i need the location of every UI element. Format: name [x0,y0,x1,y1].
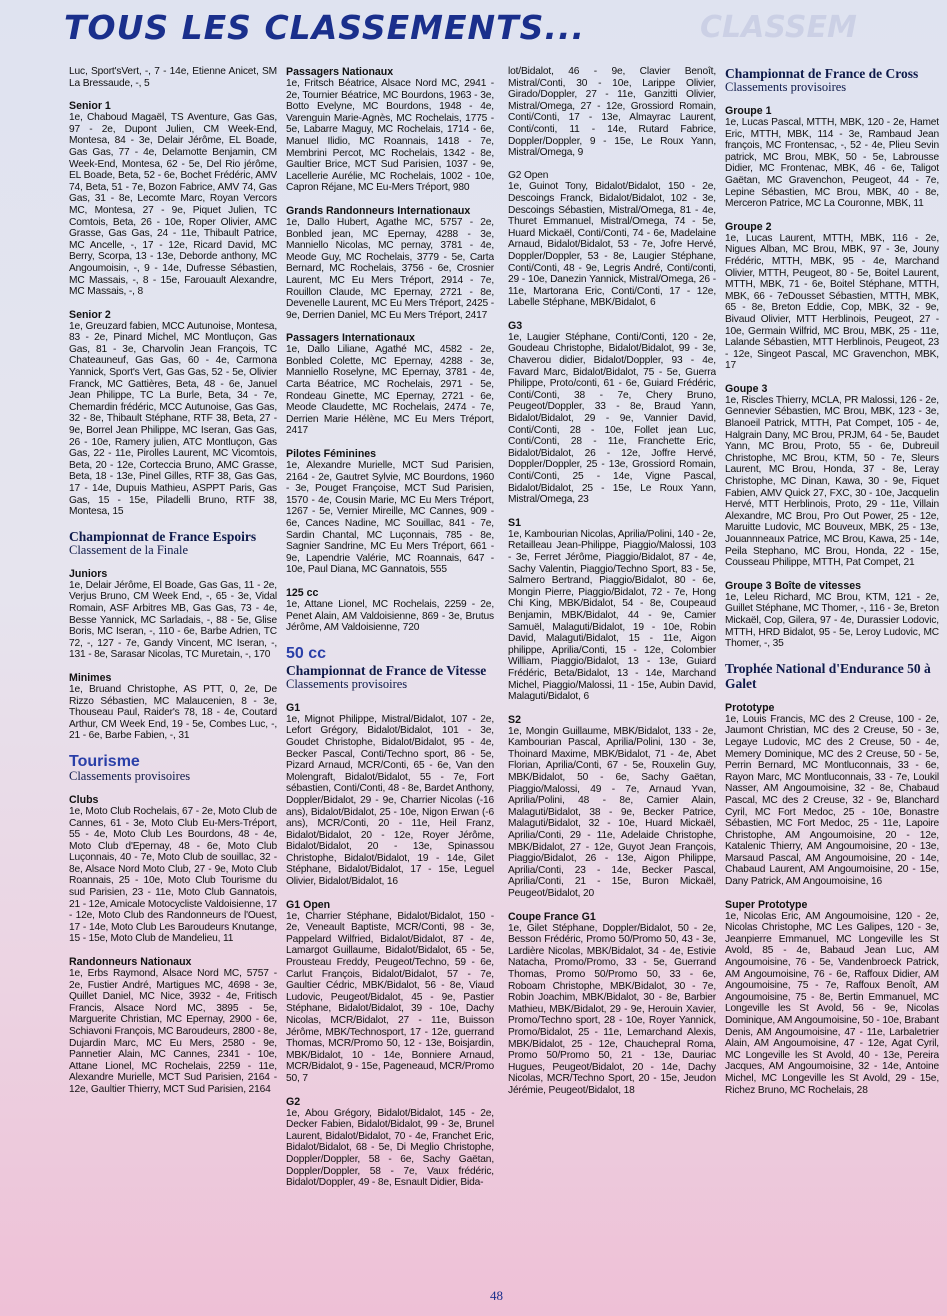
minimes-section [69,672,277,742]
grands-rando-section [286,205,494,321]
g3-section [508,320,716,506]
pass-int-heading: Passagers Internationaux [286,332,415,345]
g3-results: 1e, Laugier Stéphane, Conti/Conti, 120 - 2e, Goudeau Christophe, Bidalot/Bidalot, 99 - 3e, Chaverou didier, Bidalot/Doppler, 93 - 4e, Favard Marc, Bidalot/Bidalot, 75 - 5e, Guerra Philippe, Proto/conti, 61 - 6e, Guiard Frédéric, Conti/Conti, 38 - 7e, Chery Bruno, Peugeot/Doppler, 33 - 8e, Braud Yann, Bidalot/Bidalot, 29 - 9e, Vannier David, Conti/Conti, 28 - 10e, Follet jean Luc, Conti/Conti, 28 - 11e, Franchette Eric, Bidalot/Bidalot, 26 - 12e, Joffre Hervé, Doppler/Doppler, 25 - 13e, Grossiord Romain, Conti/Conti, 25 - 14e, Vigne Pascal, Bidalot/Bidalot, 25 - 15e, Le Roux Yann, Mistral/Omega, 23 [508,331,716,506]
cc50-label: 50 cc [286,644,327,662]
senior2-results: 1e, Greuzard fabien, MCC Autunoise, Montesa, 83 - 2e, Pinard Michel, MC Montluçon, Gas Gas, 81 - 3e, Charvolin Jean François, TC Chateauneuf, Gas Gas, 60 - 4e, Carmona Yannick, Sport's Vert, Gas Gas, 52 - 5e, Olivier Franck, MC Gattières, Beta, 48 - 6e, Januel Jean Philippe, TC La Burle, Beta, 34 - 7e, Chemardin frédéric, MCC Autunoise, Gas Gas, 32 - 8e, Thibault Stéphane, RTF 38, Beta, 27 - 9e, Borrel Jean Philippe, MC Iseran, Gas Gas, 26 - 10e, Ramery julien, ATC Montluçon, Gas Gas, 22 - 11e, Pirolles Laurent, MC Vicomtois, Beta, 20 - 12e, Corteccia Bruno, AMC Grasse, Beta, 18 - 13e, Pinel Gilles, RTF 38, Gas Gas, 17 - 14e, Dupuis Mathieu, ASPPT Paris, Gas Gas, 15 - 15e, Piladelli Bruno, RTF 38, Montesa, 15 [69,320,277,518]
vitesse-heading: Championnat de France de Vitesse [286,662,487,678]
g2-continued [508,66,716,159]
cc50-section [286,645,494,691]
minimes-results: 1e, Bruand Christophe, AS PTT, 0, 2e, De Rizzo Sébastien, MC Malaucenien, 8 - 3e, Thouseau Paul, Raider's 78, 18 - 4e, Coutard Arthur, CM Week End, 19 - 5e, Combes Luc, -, 21 - 6e, Barbe Fabien, -, 31 [69,683,277,742]
column-1 [69,66,277,1286]
page-number: 48 [490,1288,503,1303]
senior1-section [69,100,277,298]
column-4 [725,66,939,1286]
s2-results: 1e, Mongin Guillaume, MBK/Bidalot, 133 - 2e, Kambourian Pascal, Aprilia/Polini, 130 - 3e, Thoinard Maxime, MBK/Bidalot, 71 - 4e, Abet Florian, Aprilia/Conti, 67 - 5e, Rouxelin Guy, MBK/Bidalot, 50 - 6e, Sachy Gaëtan, Piaggio/Malossi, 49 - 7e, Arnaud Yvan, Aprilia/Polini, 48 - 8e, Camier Alain, Malaguti/Bidalot, 38 - 9e, Becker Patrice, Malaguti/Bidalot, 32 - 10e, Huard Mickaël, Aprilia/Conti, 29 - 11e, Adelaide Christophe, MBK/Bidalot, 27 - 12e, Guyot Jean François, Piaggio/Bidalot, 26 - 13e, Aigon Philippe, Aprilia/Conti, 23 - 14e, Becker Pascal, Aprilia/Conti, 21 - 15e, Buron Mickaël, Peugeot/Bidalot, 20 [508,725,716,899]
pass-int-section [286,332,494,437]
groupe2-section [725,221,939,372]
groupe3bv-results: 1e, Leleu Richard, MC Brou, KTM, 121 - 2e, Guillet Stéphane, MC Thomer, -, 116 - 3e, Breton Mickaël, Cop, Gilera, 97 - 4e, Durassier Lodovic, MTTH, HRD Bidalot, 95 - 5e, Leroy Ludovic, MC Thomer, -, 35 [725,591,939,650]
groupe3bv-heading: Groupe 3 Boîte de vitesses [725,579,862,592]
pass-nat-results: 1e, Fritsch Béatrice, Alsace Nord MC, 2941 - 2e, Tournier Béatrice, MC Bourdons, 1963 - 3e, Botto Evelyne, MC Bourdons, 1948 - 4e, Varenguin Marie-Agnès, MC Rochelais, 1775 - 5e, Labarre Maguy, MC Rochelais, 1714 - 6e, Manuel Ilidio, MC Roannais, 1418 - 7e, Membrini Percot, MC Rochelais, 1342 - 8e, Gaultier Brice, MCT Sud Parisien, 1037 - 9e, Lacellerie Aurélie, MC Rochelais, 1002 - 10e, Capron Réjane, MC Eu-Mers Tréport, 980 [286,78,494,194]
page-title: TOUS LES CLASSEMENTS... [64,8,586,47]
pilotes-fem-results: 1e, Alexandre Murielle, MCT Sud Parisien, 2164 - 2e, Gautret Sylvie, MC Bourdons, 1960 - 3e, Pouget Françoise, MCT Sud Parisien, 1570 - 4e, Cousin Marie, MC Eu Mers Tréport, 1267 - 5e, Vernier Mireille, MC Cannes, 909 - 6e, Cances Nadine, MC Souillac, 841 - 7e, Sardin Chantal, MC Luçonnais, 785 - 8e, Sagnier Sandrine, MC Eu Mers Tréport, 661 - 9e, Lapendrie Valérie, MC Roannais, 647 - 10e, Paul Diana, MC Gannatois, 555 [286,460,494,576]
s1-heading: S1 [508,516,521,529]
g1open-heading: G1 Open [286,898,331,911]
tourisme-section [69,753,277,783]
g2-section [286,1096,494,1189]
g1-section [286,702,494,888]
clubs-heading: Clubs [69,793,99,806]
super-proto-section [725,899,939,1097]
cross-heading: Championnat de France de Cross [725,66,919,81]
minimes-heading: Minimes [69,671,112,684]
groupe2-results: 1e, Lucas Laurent, MTTH, MBK, 116 - 2e, Nigues Alban, MC Brou, MBK, 97 - 3e, Jouny Frédéric, MTTH, MBK, 95 - 4e, Marchand Olivier, MTTH, Peugeot, 80 - 5e, Boitel Laurent, MTTH, MBK, 71 - 6e, Boitel Stéphane, MTTH, MBK, 66 - 7eDousset Sébastien, MTTH, MBK, 65 - 8e, Breton Eddie, Cop, MBK, 32 - 9e, Bivaud Olivier, MTT Herblinois, Peugeot, 27 - 10e, Germain Wilfrid, MC Brou, MBK, 25 - 11e, Lalande Sébastien, MTT Herblinois, Peugeot, 23 - 12e, Singeot Pascal, MC Gravenchon, MBK, 17 [725,232,939,372]
cross-section [725,66,939,94]
groupe3-section [725,383,939,569]
g2-results: 1e, Abou Grégory, Bidalot/Bidalot, 145 - 2e, Decker Fabien, Bidalot/Bidalot, 99 - 3e, Brunel Laurent, Bidalot/Bidalot, 70 - 4e, Franchet Eric, Bidalot/Bidalot, 68 - 5e, Di Meglio Christophe, Doppler/Doppler, 58 - 6e, Sachy Gaëtan, Doppler/Doppler, 58 - 7e, Vaux frédéric, Bidalot/Doppler, 49 - 8e, Esnault Didier, Bida- [286,1107,494,1189]
prototype-section [725,702,939,888]
vitesse-subheading: Classements provisoires [286,676,408,691]
g1open-results: 1e, Charrier Stéphane, Bidalot/Bidalot, 150 - 2e, Veneault Baptiste, MCR/Conti, 98 - 3e, Pappelard Wilfried, Bidalot/Bidalot, 87 - 4e, Lamargot Guillaume, Bidalot/Bidalot, 65 - 5e, Prousteau Freddy, Peugeot/Techno, 59 - 6e, Carlut François, Bidalot/Bidalot, 57 - 7e, Gaultier Cédric, MBK/Bidalot, 56 - 8e, Viaud Ludovic, Peugeot/Bidalot, 45 - 9e, Pastier Stéphane, Bidalot/Bidalot, 39 - 10e, Dachy Nicolas, MCR/Bidalot, 27 - 11e, Buisson Jérôme, MBK/Technosport, 17 - 12e, guerrand Thomas, MCR/Promo 50, 12 - 13e, Boisjardin, MBK/Bidalot, 10 - 14e, Bonniere Arnaud, MCR/Bidalot, 9 - 15e, Pageneaud, MCR/Promo 50, 7 [286,910,494,1084]
cc125-results: 1e, Attane Lionel, MC Rochelais, 2259 - 2e, Penet Alain, AM Valdoisienne, 869 - 3e, Brutus Jérôme, AM Valdoisienne, 720 [286,598,494,634]
groupe2-heading: Groupe 2 [725,220,772,233]
espoirs-heading: Championnat de France Espoirs [69,528,257,544]
trophee-heading: Trophée National d'Endurance 50 à Galet [725,660,931,691]
grands-rando-results: 1e, Dallo Hubert, Agathe MC, 5757 - 2e, Bonbled jean, MC Epernay, 4288 - 3e, Manniello Nicolas, MC pernay, 3781 - 4e, Meode Guy, MC Rochelais, 3779 - 5e, Carta Bernard, MC Rochelais, 3756 - 6e, Crosnier Laurent, MC Eu Mers Tréport, 2914 - 7e, Rouillon Claude, MC Epernay, 2721 - 8e, Devenelle Laurent, MC Eu Mers Tréport, 2425 - 9e, Derrien Daniel, MC Eu Mers Tréport, 2417 [286,216,494,321]
grands-rando-heading: Grands Randonneurs Internationaux [286,204,471,217]
title-ghost: CLASSEM [700,10,857,45]
tourisme-heading: Tourisme [69,752,140,770]
groupe3-results: 1e, Riscles Thierry, MCLA, PR Malossi, 126 - 2e, Gennevier Sébastien, MC Brou, MBK, 123 - 3e, Blanoeil Patrick, MTTH, Pat Compet, 105 - 4e, Halgrain Dany, MC Brou, PRJM, 64 - 5e, Baudet Yann, MC Brou, Proto, 55 - 6e, Dubreuil Christophe, MC Brou, KTM, 50 - 7e, Sleurs Laurent, MC Brou, Honda, 37 - 8e, Leray Christophe, MC Dinan, Kawa, 30 - 9e, Fiquet Fabien, AMV Quick 27, FXC, 30 - 10e, Jacquelin Hervé, MTT Herblinois, Proto, 29 - 11e, Villain Alexandre, MC Brou, Pro Out Power, 25 - 12e, Maruitte Ludovic, MC Bouveux, MBK, 25 - 13e, Jouannneaux Patrice, MC Brou, Kawa, 25 - 14e, Peila Stephano, MC Brou, Honda, 22 - 15e, Cousseau Philippe, MTTH, Pat Compet, 21 [725,394,939,569]
g2-heading: G2 [286,1095,301,1108]
rando-nat-heading: Randonneurs Nationaux [69,956,192,969]
s1-section [508,517,716,703]
trophee-section [725,661,939,691]
intro-text: Luc, Sport'sVert, -, 7 - 14e, Etienne Anicet, SM La Bressaude, -, 5 [69,66,277,89]
g2open-section [508,170,716,309]
clubs-results: 1e, Moto Club Rochelais, 67 - 2e, Moto Club de Cannes, 61 - 3e, Moto Club Eu-Mers-Tréport, 55 - 4e, Moto Club Les Bourdons, 48 - 4e, Moto Club d'Epernay, 48 - 6e, Moto Club Luçonnais, 40 - 7e, Moto Club de souillac, 32 - 8e, Alsace Nord Moto Club, 27 - 9e, Moto Club Roannais, 25 - 10e, Moto Club Tourisme du sud Parisien, 23 - 11e, Moto Club Gannatois, 21 - 12e, Amicale Motocycliste Valdoisienne, 17 - 12e, Moto Club des Randonneurs de l'Ouest, 17 - 14e, Moto Club Les Baroudeurs Knutange, 15 - 15e, Moto Club de Mandelieu, 11 [69,805,277,945]
clubs-section [69,794,277,945]
groupe3-heading: Goupe 3 [725,382,768,395]
groupe1-heading: Groupe 1 [725,105,772,117]
column-2 [286,66,494,1286]
groupe3bv-section [725,580,939,650]
column-3 [508,66,716,1286]
espoirs-subheading: Classement de la Finale [69,542,189,557]
rando-nat-results: 1e, Erbs Raymond, Alsace Nord MC, 5757 - 2e, Fustier André, Martigues MC, 4698 - 3e, Quillet Daniel, MC Nice, 3932 - 4e, Fritisch Francis, Alsace Nord MC, 3895 - 5e, Marguerite Christian, MC Epernay, 2900 - 6e, Schiavoni François, MC Baroudeurs, 2800 - 8e, Dujardin Marc, MC Eu Mers, 2580 - 9e, Pannetier Alain, MC Cannes, 2341 - 10e, Attane Lionel, MC Rochelais, 2259 - 11e, Alexandre Murielle, MCT Sud Parisien, 2164 - 12e, Gaultier Thierry, MCT Sud Parisien, 2164 [69,968,277,1095]
pass-int-results: 1e, Dallo Liliane, Agathé MC, 4582 - 2e, Bonbled Colette, MC Epernay, 4288 - 3e, Manniello Roselyne, MC Epernay, 3781 - 4e, Carta Béatrice, MC Rochelais, 2971 - 5e, Rondeau Ginette, MC Epernay, 2721 - 6e, Meode Claudette, MC Rochelais, 2474 - 7e, Derrien Marie Hélène, MC Eu Mers Tréport, 2417 [286,344,494,437]
s2-heading: S2 [508,713,521,726]
senior1-results: 1e, Chaboud Magaël, TS Aventure, Gas Gas, 97 - 2e, Dupont Julien, CM Week-End, Montesa, 84 - 3e, Delair Jérôme, EL Boade, Gas Gas, 77 - 4e, Delamotte Benjamin, CM Week-End, Montesa, 62 - 5e, Del Rio jérôme, EL Boade, Beta, 52 - 6e, Bochet Frédéric, AMV 74, Beta, 51 - 7e, Bozon Fabrice, AMV 74, Gas Gas, 31 - 8e, Lecomte Marc, Royan Vercors MC, Montesa, 27 - 9e, Piquet Julien, TC Comtois, Beta, 26 - 10e, Roper Olivier, AMC Grasse, Gas Gas, 24 - 11e, Thibault Patrice, MC Ancelle, -, 17 - 12e, Ricard David, MC Berry, Scorpa, 13 - 13e, Deborde anthony, MC Angoumoisin, -, 9 - 14e, Dufresse Sébastien, MC Massais, -, 8 - 15e, Farouault Alexandre, MC Massais, -, 8 [69,112,277,298]
tourisme-subheading: Classements provisoires [69,768,191,783]
rando-nat-section [69,956,277,1096]
g2-results-continued: lot/Bidalot, 46 - 9e, Clavier Benoît, Mistral/Conti, 30 - 10e, Larippe Olivier, Girado/Doppler, 27 - 11e, Ganzitti Olivier, Mistral/Omega, 27 - 12e, Grossiord Romain, Conti/Conti, 17 - 13e, Almayrac Laurent, Conti/conti, 11 - 14e, Rutard Fabrice, Doppler/Doppler, 9 - 15e, Le Roux Yann, Mistral/Omega, 9 [508,66,716,159]
pilotes-fem-heading: Pilotes Féminines [286,448,377,461]
cross-subheading: Classements provisoires [725,80,847,94]
prototype-heading: Prototype [725,701,775,714]
juniors-results: 1e, Delair Jérôme, El Boade, Gas Gas, 11 - 2e, Verjus Bruno, CM Week End, -, 65 - 3e, Vidal Romain, ASF Arbitres MB, Gas Gas, 73 - 4e, Besse Yannick, MC Sarladais, -, 88 - 5e, Glise Boris, MC Iseran, -, 110 - 6e, Barbe Adrien, TC 72, -, 127 - 7e, Gandy Vincent, MC Iseran, -, 131 - 8e, Sarasar Nicolas, TC Muretain, -, 170 [69,579,277,661]
g2open-results: 1e, Guinot Tony, Bidalot/Bidalot, 150 - 2e, Descoings Franck, Bidalot/Bidalot, 102 - 3e, Descoings Sébastien, Mistral/Omega, 81 - 4e, Thuret Emmanuel, Mistral/Omega, 74 - 5e, Huard Mickaël, Conti/Conti, 74 - 6e, Madelaine Arnaud, Bidalot/Bidalot, 53 - 7e, Jofre Hervé, Doppler/Doppler, 53 - 8e, Laugier Stéphane, Conti/Conti, 48 - 9e, Legris André, Conti/conti, 29 - 10e, Danezin Yannick, Mistral/Omega, 26 - 11e, Martorana Eric, Conti/Conti, 17 - 12e, Labelle Stéphane, MBK/Bidalot, 6 [508,181,716,309]
g3-heading: G3 [508,319,523,332]
coupe-g1-heading: Coupe France G1 [508,910,596,923]
s2-section [508,714,716,900]
senior2-heading: Senior 2 [69,308,111,321]
groupe1-section [725,105,939,210]
senior1-heading: Senior 1 [69,100,111,113]
espoirs-section [69,529,277,557]
g2open-heading: G2 Open [508,169,549,181]
super-proto-heading: Super Prototype [725,898,808,911]
intro-block [69,66,277,89]
super-proto-results: 1e, Nicolas Eric, AM Angoumoisine, 120 - 2e, Nicolas Christophe, MC Les Galipes, 120 - 3e, Jeanpierre Emmanuel, MC Longeville les St Avold, 85 - 4e, Babaud Jean Luc, AM Angoumoisine, 76 - 5e, Vandenbroeck Patrick, AM Angoumoisine, 76 - 6e, Raffoux Didier, AM Angoumoisine, 75 - 7e, Raffoux Benoît, AM Angoumoisine, 75 - 8e, Bertin Emmanuel, MC Longeville les St Avold, 56 - 9e, Nicolas Dominique, AM Angoumoisine, 50 - 10e, Brabant Denis, AM Angoumoisine, 47 - 11e, Larbaletrier Alain, AM Angoumoisine, 47 - 12e, Agat Cyril, MC Longeville les St Avold, 40 - 13e, Pereira Jacques, AM Angoumoisine, 32 - 14e, Antoine Michel, MC Longeville les St Avold, 29 - 15e, Richez Bruno, MC Rochelais, 28 [725,910,939,1096]
pass-nat-section [286,66,494,194]
coupe-g1-section [508,911,716,1097]
juniors-heading: Juniors [69,567,108,580]
juniors-section [69,568,277,661]
pilotes-fem-section [286,448,494,576]
s1-results: 1e, Kambourian Nicolas, Aprilia/Polini, 140 - 2e, Retailleau Jean-Philippe, Piaggio/Malossi, 103 - 3e, Ferret Jérôme, Piaggio/Bidalot, 87 - 4e, Sachy Valentin, Piaggio/Techno Sport, 83 - 5e, Salmero Bertrand, Piaggio/Bidalot, 80 - 6e, Mongin Pierre, Piaggio/Bidalot, 72 - 7e, Hong Chi King, MBK/Bidalot, 54 - 8e, Coupeaud Benjamin, MBK/Bidalot, 44 - 9e, Camier Samuël, Malaguti/Bidalot, 19 - 10e, Robin David, Malaguti/Bidalot, 15 - 11e, Aigon philippe, Aprilia/Conti, 15 - 12e, Colombier William, Piaggio/Bidalot, 13 - 13e, Guiard Frédéric, Beta/Bidalot, 13 - 14e, Marchand Michel, Piaggio/Malossi, 11 - 15e, Aubin David, Malaguti/Bidalot, 6 [508,528,716,703]
g1open-section [286,899,494,1085]
g1-results: 1e, Mignot Philippe, Mistral/Bidalot, 107 - 2e, Lefort Grégory, Bidalot/Bidalot, 101 - 3e, Goudet Christophe, Bidalot/Bidalot, 95 - 4e, Becker Pascal, Conti/Techno sport, 86 - 5e, Pizard Arnaud, MCR/Conti, 65 - 6e, Van den Molengraft, Bidalot/Bidalot, 55 - 7e, Fort sébastien, Conti/Conti, 48 - 8e, Bardet Anthony, Doppler/Bidalot, 29 - 9e, Charrier Nicolas (-16 ans), Bidalot/Bidalot, 25 - 10e, Nigon Erwan (-6 ans), MCR/Conti, 20 - 11e, Heil Franz, Bidalot/Bidalot, 20 - 12e, Royer Jérôme, Bidalot/Bidalot, 20 - 13e, Spinassou Christophe, Bidalot/Bidalot, 19 - 14e, Gilet Stéphane, Bidalot/Bidalot, 17 - 15e, Leguel Olivier, Bidalot/Bidalot, 16 [286,713,494,888]
g1-heading: G1 [286,701,301,714]
groupe1-results: 1e, Lucas Pascal, MTTH, MBK, 120 - 2e, Hamet Eric, MTTH, MBK, 114 - 3e, Rambaud Jean françois, MC Frontensac, -, 52 - 4e, Plieu Sevin patrick, MC Brou, MBK, 50 - 5e, Labrousse Didier, MC Frontenac, MBK, 46 - 6e, Taligot Gaëtan, MC Gravenchon, Peugeot, 44 - 7e, Lepine Sébastien, MC Brou, MBK, 40 - 8e, Merceron Patrice, MC La Couronne, MBK, 11 [725,117,939,210]
cc125-heading: 125 cc [286,586,319,599]
senior2-section [69,309,277,518]
pass-nat-heading: Passagers Nationaux [286,66,394,78]
cc125-section [286,587,494,634]
prototype-results: 1e, Louis Francis, MC des 2 Creuse, 100 - 2e, Jaumont Christian, MC des 2 Creuse, 50 - 3e, Legaye Ludovic, MC des 2 Creuse, 50 - 4e, Memery Dominique, MC des 2 Creuse, 50 - 5e, Perrin Bernard, MC Montluconnais, 33 - 6e, Rayon Marc, MC Montluconnais, 33 - 7e, Loukil Nasser, AM Angoumoisine, 32 - 8e, Chabaud Pascal, MC des 2 Creuse, 32 - 9e, Blanchard Cyril, MC Fort Medoc, 25 - 10e, Bonastre Sébastien, MC Fort Medoc, 25 - 11e, Lapoire Christophe, AM Angoumoisine, 20 - 12e, Katalenic Thierry, AM Angoumoisine, 20 - 13e, Marsaud Pascal, AM Angoumoisine, 20 - 14e, Chabaud Laurent, AM Angoumoisine, 20 - 15e, Dany Patrick, AM Angoumoisine, 16 [725,713,939,888]
coupe-g1-results: 1e, Gilet Stéphane, Doppler/Bidalot, 50 - 2e, Besson Frédéric, Promo 50/Promo 50, 43 - 3e, Lardière Nicolas, MBK/Bidalot, 34 - 4e, Estivie Natacha, Promo/Promo, 33 - 5e, Guerrand Thomas, Promo 50/Promo 50, 33 - 6e, Roboam Christophe, MBK/Bidalot, 30 - 7e, Robin Joachim, MBK/Bidalot, 30 - 8e, Barbier Mathieu, MBK/Bidalot, 29 - 9e, Herouin Xavier, Promo/Techno sport, 28 - 10e, Royer Yannick, Promo/Bidalot, 25 - 11e, Lemarchand Alexis, MBK/Bidalot, 25 - 12e, Chauchepral Roma, Promo 50/Promo 50, 21 - 13e, Dauriac Hugues, Peugeot/Bidalot, 20 - 14e, Dachy Nicolas, MCR/Techno Sport, 20 - 15e, Jeudon Jérémie, Peugeot/Bidalot, 18 [508,922,716,1096]
